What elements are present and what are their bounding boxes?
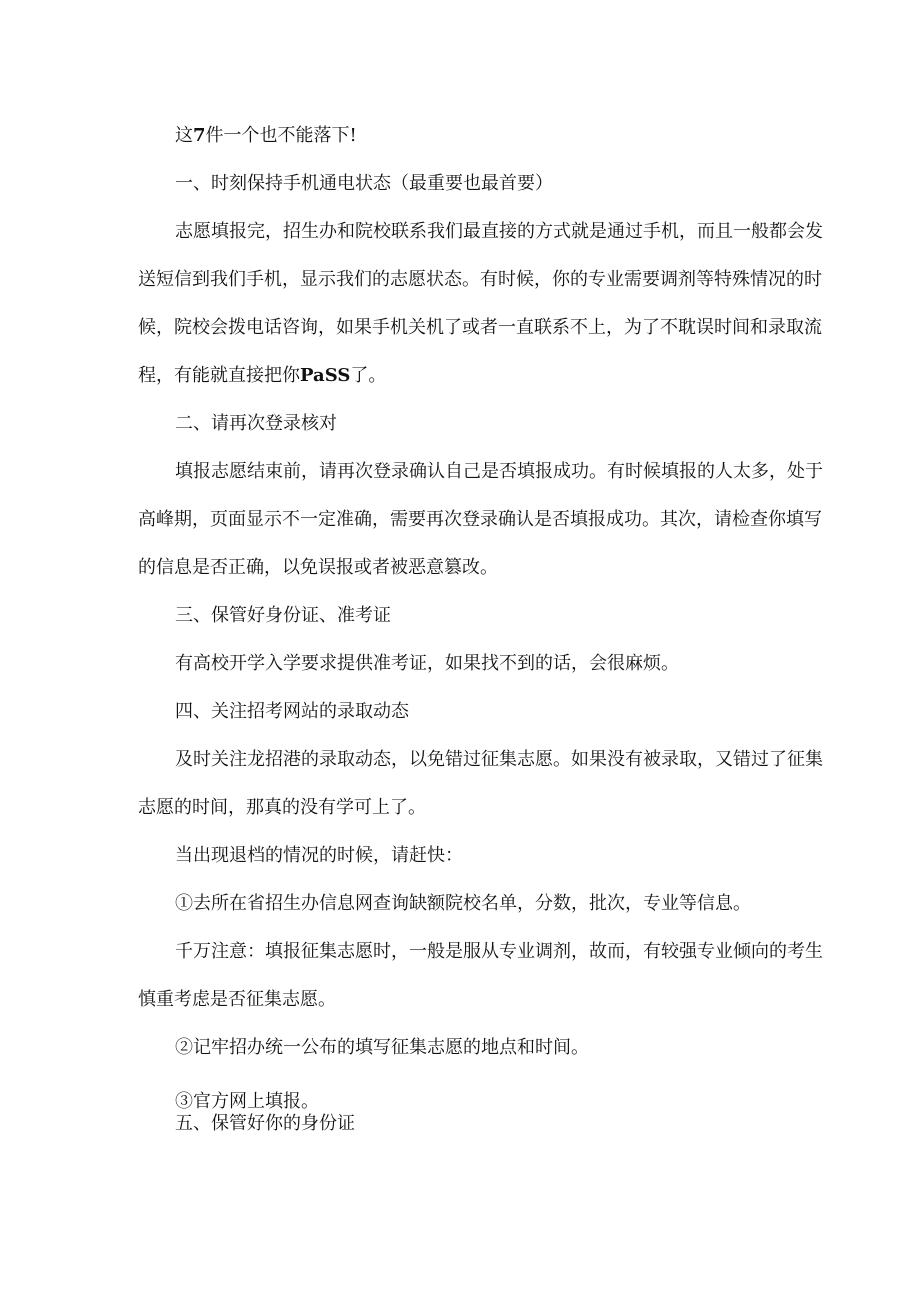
heading-3: 三、保管好身份证、准考证 xyxy=(175,605,391,626)
heading-1: 一、时刻保持手机通电状态（最重要也最首要） xyxy=(175,173,553,194)
para-5: 当出现退档的情况的时候，请赶快： xyxy=(175,845,463,866)
para-1-line-1: 志愿填报完，招生办和院校联系我们最直接的方式就是通过手机，而且一般都会发 xyxy=(175,221,823,242)
para-1-line-4-post: 了。 xyxy=(350,365,387,386)
intro-number: 7 xyxy=(193,125,206,146)
para-3: 有高校开学入学要求提供准考证，如果找不到的话，会很麻烦。 xyxy=(175,653,679,674)
para-1-line-4 xyxy=(138,366,386,386)
list-item-3: ③官方网上填报。 xyxy=(175,1091,319,1112)
intro-line xyxy=(175,126,357,146)
note-line-1: 千万注意：填报征集志愿时，一般是服从专业调剂，故而，有较强专业倾向的考生 xyxy=(175,941,823,962)
heading-2: 二、请再次登录核对 xyxy=(175,413,337,434)
para-2-line-3: 的信息是否正确，以免误报或者被恶意篡改。 xyxy=(138,557,498,578)
para-1-line-4-pre: 程，有能就直接把你 xyxy=(138,365,300,386)
list-item-2: ②记牢招办统一公布的填写征集志愿的地点和时间。 xyxy=(175,1037,589,1058)
heading-5: 五、保管好你的身份证 xyxy=(175,1113,355,1134)
list-item-1: ①去所在省招生办信息网查询缺额院校名单，分数，批次，专业等信息。 xyxy=(175,893,751,914)
para-4-line-2: 志愿的时间，那真的没有学可上了。 xyxy=(138,797,426,818)
para-1-line-3: 候，院校会拨电话咨询，如果手机关机了或者一直联系不上，为了不耽误时间和录取流 xyxy=(138,317,822,338)
intro-pre: 这 xyxy=(175,125,193,146)
note-line-2: 慎重考虑是否征集志愿。 xyxy=(138,989,336,1010)
para-2-line-1: 填报志愿结束前，请再次登录确认自己是否填报成功。有时候填报的人太多，处于 xyxy=(175,461,823,482)
heading-4: 四、关注招考网站的录取动态 xyxy=(175,701,409,722)
intro-post: 件一个也不能落下! xyxy=(205,125,357,146)
pass-bold-text: PaSS xyxy=(300,365,351,386)
para-2-line-2: 高峰期，页面显示不一定准确，需要再次登录确认是否填报成功。其次，请检查你填写 xyxy=(138,509,822,530)
para-1-line-2: 送短信到我们手机，显示我们的志愿状态。有时候，你的专业需要调剂等特殊情况的时 xyxy=(138,269,822,290)
para-4-line-1: 及时关注龙招港的录取动态，以免错过征集志愿。如果没有被录取，又错过了征集 xyxy=(175,749,823,770)
